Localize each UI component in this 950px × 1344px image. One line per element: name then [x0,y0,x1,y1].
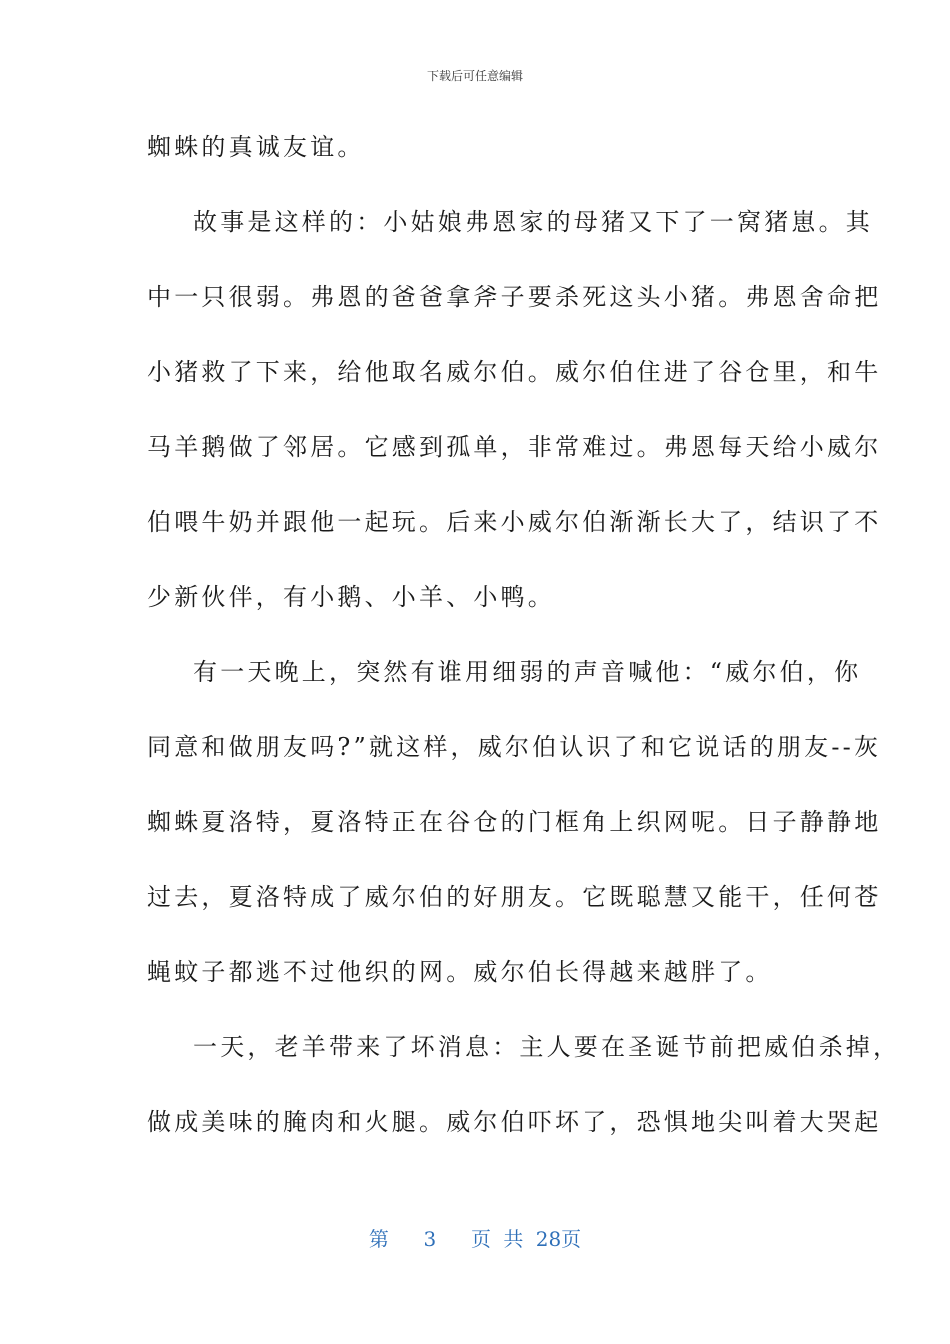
text-line: 小猪救了下来，给他取名威尔伯。威尔伯住进了谷仓里，和牛 [147,358,882,386]
text-line: 故事是这样的：小姑娘弗恩家的母猪又下了一窝猪崽。其 [193,208,873,236]
page-label-prefix: 第 [368,1227,389,1251]
text-line: 中一只很弱。弗恩的爸爸拿斧子要杀死这头小猪。弗恩舍命把 [147,283,882,311]
text-line: 一天，老羊带来了坏消息：主人要在圣诞节前把威伯杀掉， [193,1033,901,1061]
text-line: 过去，夏洛特成了威尔伯的好朋友。它既聪慧又能干，任何苍 [147,883,882,911]
text-line: 蜘蛛夏洛特，夏洛特正在谷仓的门框角上织网呢。日子静静地 [147,808,882,836]
text-line: 蝇蚊子都逃不过他织的网。威尔伯长得越来越胖了。 [147,958,773,986]
text-line: 同意和做朋友吗?”就这样，威尔伯认识了和它说话的朋友--灰 [147,733,882,761]
text-line: 马羊鹅做了邻居。它感到孤单，非常难过。弗恩每天给小威尔 [147,433,882,461]
current-page-number: 3 [423,1227,437,1251]
document-body [147,124,901,1174]
page-label-mid: 页 共 [471,1227,524,1251]
total-pages: 28页 [535,1227,582,1251]
text-line: 蜘蛛的真诚友谊。 [147,133,365,161]
text-line: 伯喂牛奶并跟他一起玩。后来小威尔伯渐渐长大了，结识了不 [147,508,882,536]
page-number-footer [0,1226,950,1252]
text-line: 少新伙伴，有小鹅、小羊、小鸭。 [147,583,555,611]
page-header-note: 下载后可任意编辑 [426,69,523,83]
text-line: 做成美味的腌肉和火腿。威尔伯吓坏了，恐惧地尖叫着大哭起 [147,1108,882,1136]
text-line: 有一天晚上，突然有谁用细弱的声音喊他：“威尔伯，你 [193,658,862,686]
